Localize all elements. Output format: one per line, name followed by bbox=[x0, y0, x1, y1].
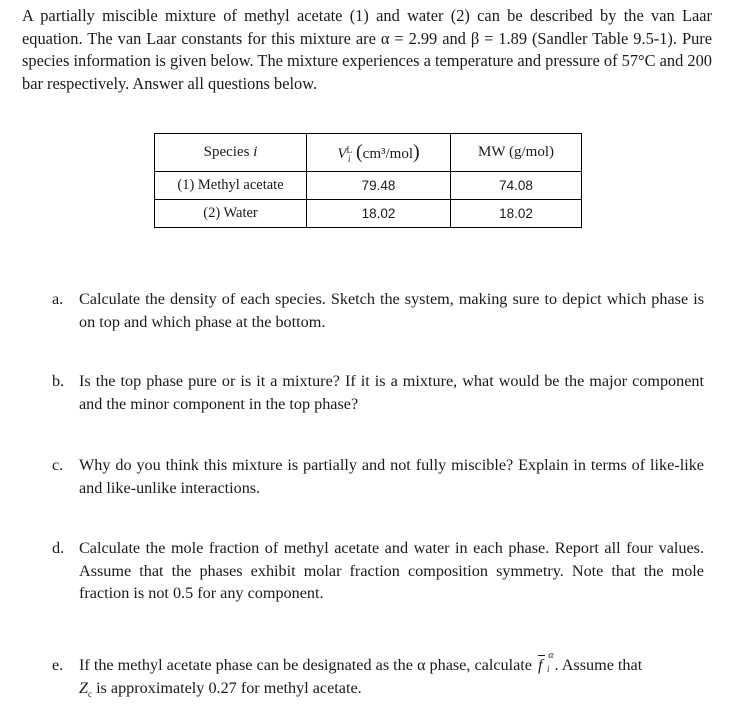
mw-header: MW (g/mol) bbox=[451, 134, 582, 172]
table-header-row bbox=[155, 134, 582, 172]
question-c bbox=[52, 454, 704, 499]
volume-sub: i bbox=[347, 153, 351, 164]
compressibility-symbol: Z bbox=[79, 678, 89, 697]
question-letter: e. bbox=[52, 656, 64, 674]
question-e-text-before: If the methyl acetate phase can be designated as the α phase, calculate bbox=[79, 656, 537, 674]
mw-cell: 18.02 bbox=[451, 200, 582, 228]
volume-header-content bbox=[337, 141, 420, 164]
volume-cell: 79.48 bbox=[307, 172, 451, 200]
species-header-label: Species bbox=[203, 144, 254, 160]
question-letter: c. bbox=[52, 456, 64, 474]
fugacity-f: f bbox=[538, 656, 543, 674]
question-text: Calculate the density of each species. Sketch the system, making sure to depict which phase is on top and which phase at the bottom. bbox=[79, 290, 704, 331]
question-a bbox=[52, 288, 704, 333]
problem-intro: A partially miscible mixture of methyl acetate (1) and water (2) can be described by the van Laar equation. The van Laar constants for this mixture are α = 2.99 and β = 1.89 (Sandler Table 9.5-1). Pure species information is given below. The mixture experiences a temperature and pressure of 57°C and 200 bar respectively. Answer all questions below. bbox=[22, 6, 712, 93]
fugacity-sup: α bbox=[548, 650, 554, 661]
question-letter: d. bbox=[52, 539, 65, 557]
table-row bbox=[155, 172, 582, 200]
question-text bbox=[79, 650, 704, 705]
species-header bbox=[155, 134, 307, 172]
volume-sup: L bbox=[346, 144, 352, 155]
question-e-line2: is approximately 0.27 for methyl acetate. bbox=[92, 678, 362, 697]
species-table bbox=[154, 133, 582, 228]
question-e bbox=[52, 650, 704, 705]
species-header-var: i bbox=[253, 144, 258, 160]
question-b bbox=[52, 370, 704, 415]
volume-unit: cm³/mol bbox=[362, 146, 413, 162]
species-cell: (1) Methyl acetate bbox=[155, 172, 307, 200]
mw-cell: 74.08 bbox=[451, 172, 582, 200]
question-letter: b. bbox=[52, 372, 65, 390]
question-d bbox=[52, 537, 704, 605]
fugacity-symbol bbox=[536, 650, 554, 677]
fugacity-sub: i bbox=[547, 664, 550, 674]
compressibility-sub: c bbox=[88, 688, 93, 699]
volume-header bbox=[307, 134, 451, 172]
volume-paren-open: ( bbox=[356, 141, 363, 163]
question-text: Is the top phase pure or is it a mixture? If it is a mixture, what would be the major component and the minor component in the top phase? bbox=[79, 372, 704, 413]
volume-symbol: V bbox=[337, 146, 347, 162]
volume-paren-close: ) bbox=[413, 141, 420, 163]
volume-cell: 18.02 bbox=[307, 200, 451, 228]
question-e-text-after: . Assume that bbox=[554, 656, 643, 674]
question-text: Calculate the mole fraction of methyl acetate and water in each phase. Report all four values. Assume that the phases exhibit molar fraction composition symmetry. Note that the mole fraction is not 0.5 for any component. bbox=[79, 539, 704, 602]
question-letter: a. bbox=[52, 290, 64, 308]
species-cell: (2) Water bbox=[155, 200, 307, 228]
table-row bbox=[155, 200, 582, 228]
question-text: Why do you think this mixture is partially and not fully miscible? Explain in terms of like-like and like-unlike interactions. bbox=[79, 456, 704, 497]
